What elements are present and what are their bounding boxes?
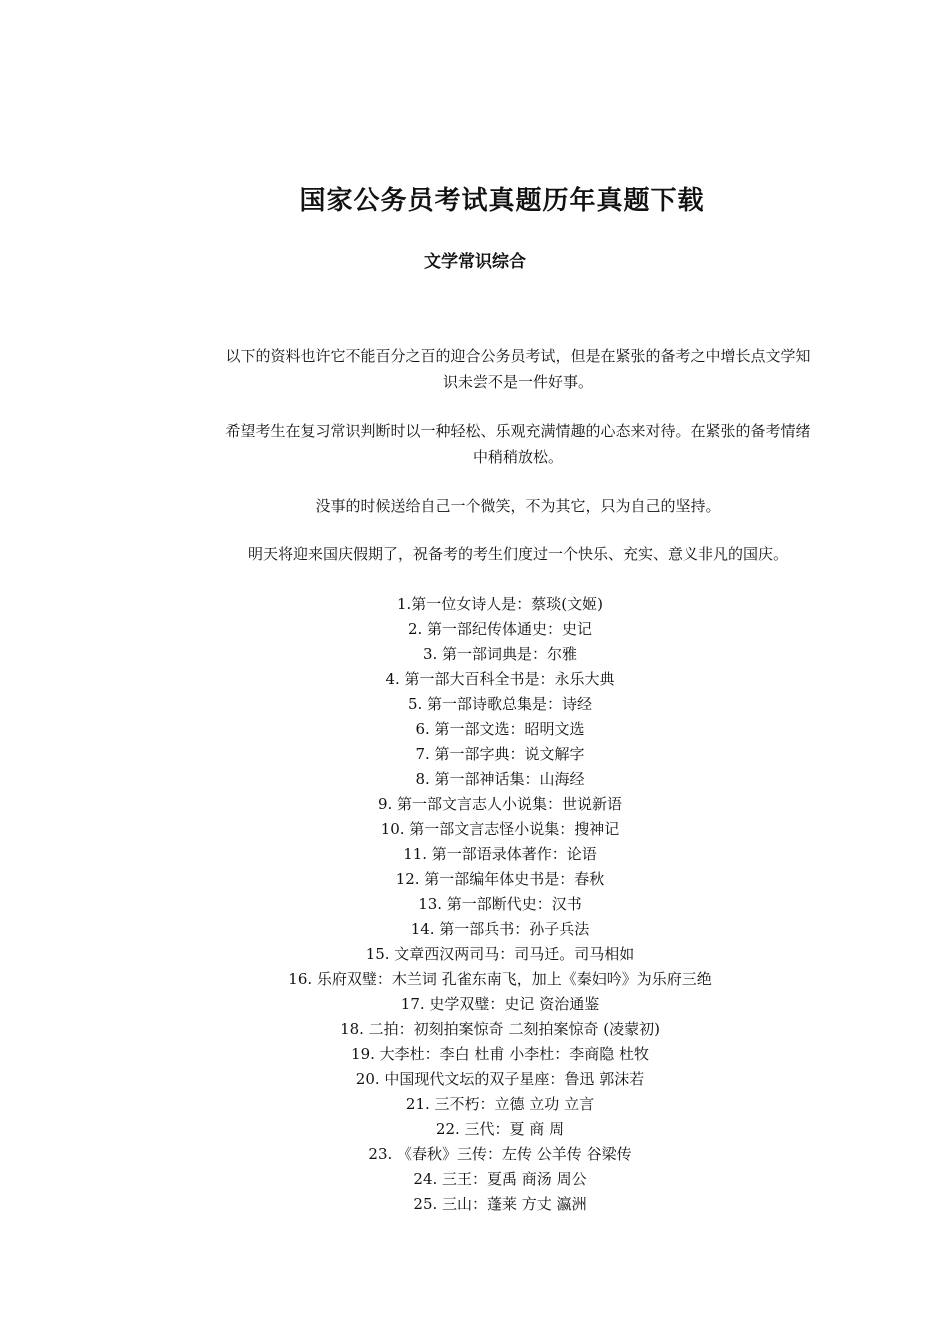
page-subtitle: 文学常识综合	[424, 252, 526, 272]
intro-paragraph: 没事的时候送给自己一个微笑，不为其它，只为自己的坚持。	[315, 497, 721, 515]
list-item: 5. 第一部诗歌总集是：诗经	[407, 695, 593, 713]
list-item: 21. 三不朽：立德 立功 立言	[405, 1095, 595, 1113]
list-item: 10. 第一部文言志怪小说集：搜神记	[380, 820, 620, 838]
list-item: 2. 第一部纪传体通史：史记	[407, 620, 593, 638]
page-title: 国家公务员考试真题历年真题下载	[299, 186, 705, 216]
list-item: 4. 第一部大百科全书是：永乐大典	[385, 670, 615, 688]
list-item: 17. 史学双璧：史记 资治通鉴	[400, 995, 600, 1013]
list-item: 15. 文章西汉两司马：司马迁。司马相如	[365, 945, 635, 963]
list-item: 9. 第一部文言志人小说集：世说新语	[377, 795, 623, 813]
list-item: 16. 乐府双璧：木兰词 孔雀东南飞，加上《秦妇吟》为乐府三绝	[288, 970, 712, 988]
intro-paragraph: 明天将迎来国庆假期了，祝备考的考生们度过一个快乐、充实、意义非凡的国庆。	[247, 545, 788, 563]
list-item: 20. 中国现代文坛的双子星座：鲁迅 郭沫若	[355, 1070, 645, 1088]
knowledge-list	[200, 592, 800, 1217]
list-item: 1.第一位女诗人是：蔡琰(文姬)	[396, 595, 604, 613]
list-item: 7. 第一部字典：说文解字	[415, 745, 585, 763]
list-item: 12. 第一部编年体史书是：春秋	[395, 870, 605, 888]
list-item: 25. 三山：蓬莱 方丈 瀛洲	[413, 1195, 587, 1213]
list-item: 11. 第一部语录体著作：论语	[403, 845, 597, 863]
list-item: 18. 二拍：初刻拍案惊奇 二刻拍案惊奇 (凌蒙初)	[340, 1020, 660, 1038]
list-item: 19. 大李杜：李白 杜甫 小李杜：李商隐 杜牧	[351, 1045, 649, 1063]
list-item: 3. 第一部词典是：尔雅	[422, 645, 578, 663]
list-item: 22. 三代：夏 商 周	[435, 1120, 565, 1138]
list-item: 8. 第一部神话集：山海经	[415, 770, 585, 788]
list-item: 13. 第一部断代史：汉书	[418, 895, 582, 913]
list-item: 14. 第一部兵书：孙子兵法	[410, 920, 590, 938]
list-item: 6. 第一部文选：昭明文选	[415, 720, 585, 738]
intro-paragraph: 希望考生在复习常识判断时以一种轻松、乐观充满情趣的心态来对待。在紧张的备考情绪中稍稍放松。	[225, 422, 811, 466]
list-item: 24. 三王：夏禹 商汤 周公	[413, 1170, 587, 1188]
intro-paragraph: 以下的资料也许它不能百分之百的迎合公务员考试，但是在紧张的备考之中增长点文学知识未尝不是一件好事。	[225, 347, 811, 391]
list-item: 23. 《春秋》三传：左传 公羊传 谷梁传	[368, 1145, 632, 1163]
